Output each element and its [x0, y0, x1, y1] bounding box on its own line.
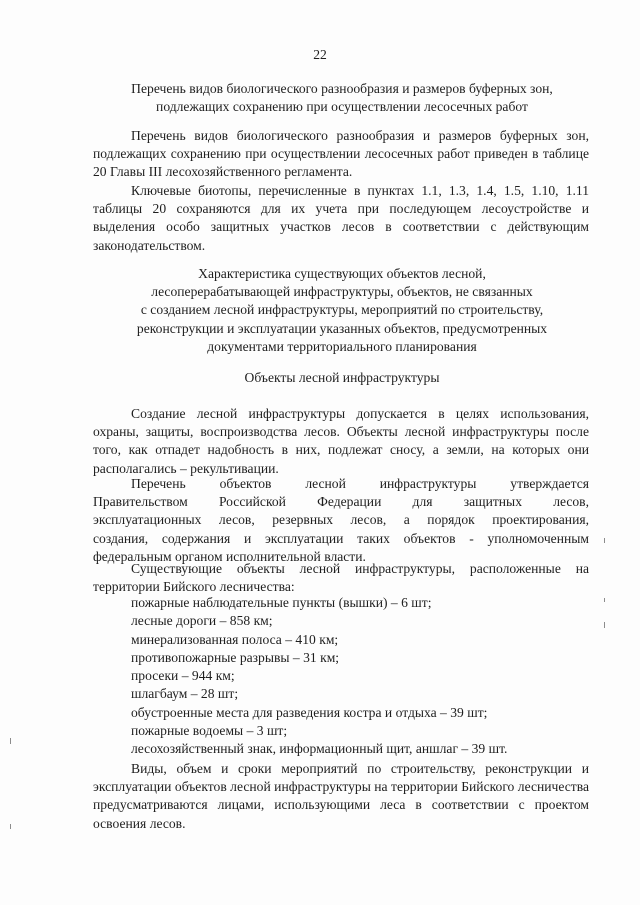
paragraph-measures: Виды, объем и сроки мероприятий по строительству, реконструкции и эксплуатации объектов лесной инфраструктуры на территории Бийского лесничества предусматриваются лицами, использующими леса в соответствии с проектом освоения лесов. — [93, 761, 589, 831]
page-number: 22 — [313, 47, 327, 62]
scan-artifact — [604, 598, 605, 602]
paragraph-infrastructure-creation: Создание лесной инфраструктуры допускается в целях использования, охраны, защиты, воспроизводства лесов. Объекты лесной инфраструктуры после того, как отпадет надобность в них, подлежат сносу, а земли, на которых они располагались – рекультивации. — [93, 406, 589, 476]
heading-line: лесоперерабатывающей инфраструктуры, объектов, не связанных — [151, 284, 533, 300]
section-heading-infrastructure-characteristics — [92, 265, 592, 356]
paragraph-line: создания, содержания и эксплуатации таких объектов - уполномоченным — [93, 530, 589, 546]
list-item: просеки – 944 км; — [131, 668, 235, 684]
list-item: обустроенные места для разведения костра и отдыха – 39 шт; — [131, 704, 488, 720]
paragraph-key-biotopes: Ключевые биотопы, перечисленные в пунктах 1.1, 1.3, 1.4, 1.5, 1.10, 1.11 таблицы 20 сохраняются для их учета при последующем лесоустройстве и выделения особо защитных участков лесов в соответствии с действующим законодательством. — [93, 183, 589, 253]
list-item: минерализованная полоса – 410 км; — [131, 631, 339, 647]
heading-line: подлежащих сохранению при осуществлении лесосечных работ — [156, 99, 528, 115]
paragraph-line: эксплуатационных лесов, резервных лесов, а порядок проектирования, — [93, 512, 589, 528]
heading-line: с созданием лесной инфраструктуры, мероприятий по строительству, — [140, 302, 544, 318]
list-item: шлагбаум – 28 шт; — [131, 686, 239, 702]
list-item: лесные дороги – 858 км; — [131, 613, 273, 629]
heading-line: Характеристика существующих объектов лесной, — [198, 266, 486, 281]
scan-artifact — [604, 622, 605, 628]
scan-artifact — [10, 738, 11, 744]
paragraph-line: Правительством Российской Федерации для защитных лесов, — [93, 494, 589, 510]
list-item: пожарные наблюдательные пункты (вышки) – 6 шт; — [131, 595, 432, 610]
list-item: лесохозяйственный знак, информационный щит, аншлаг – 39 шт. — [131, 741, 508, 757]
section-heading-biodiversity — [92, 80, 592, 116]
list-item: противопожарные разрывы – 31 км; — [131, 649, 340, 665]
scan-artifact — [604, 538, 605, 543]
heading-line: документами территориального планирования — [207, 338, 477, 354]
scan-artifact — [10, 824, 11, 829]
paragraph-biodiversity-list: Перечень видов биологического разнообразия и размеров буферных зон, подлежащих сохранению при осуществлении лесосечных работ приведен в таблице 20 Главы III лесохозяйственного регламента. — [93, 128, 589, 180]
paragraph-infrastructure-approval — [93, 475, 589, 566]
heading-line: реконструкции и эксплуатации указанных объектов, предусмотренных — [136, 320, 548, 336]
paragraph-existing-objects: Существующие объекты лесной инфраструктуры, расположенные на территории Бийского лесничества: — [93, 561, 589, 595]
infrastructure-objects-list — [131, 594, 507, 759]
paragraph-line: Перечень объектов лесной инфраструктуры утверждается — [131, 476, 589, 491]
paragraph-line: федеральным органом исполнительной власти. — [93, 548, 366, 564]
list-item: пожарные водоемы – 3 шт; — [131, 723, 288, 739]
heading-line: Перечень видов биологического разнообразия и размеров буферных зон, — [131, 81, 553, 96]
section-heading-forest-infrastructure: Объекты лесной инфраструктуры — [244, 370, 440, 385]
